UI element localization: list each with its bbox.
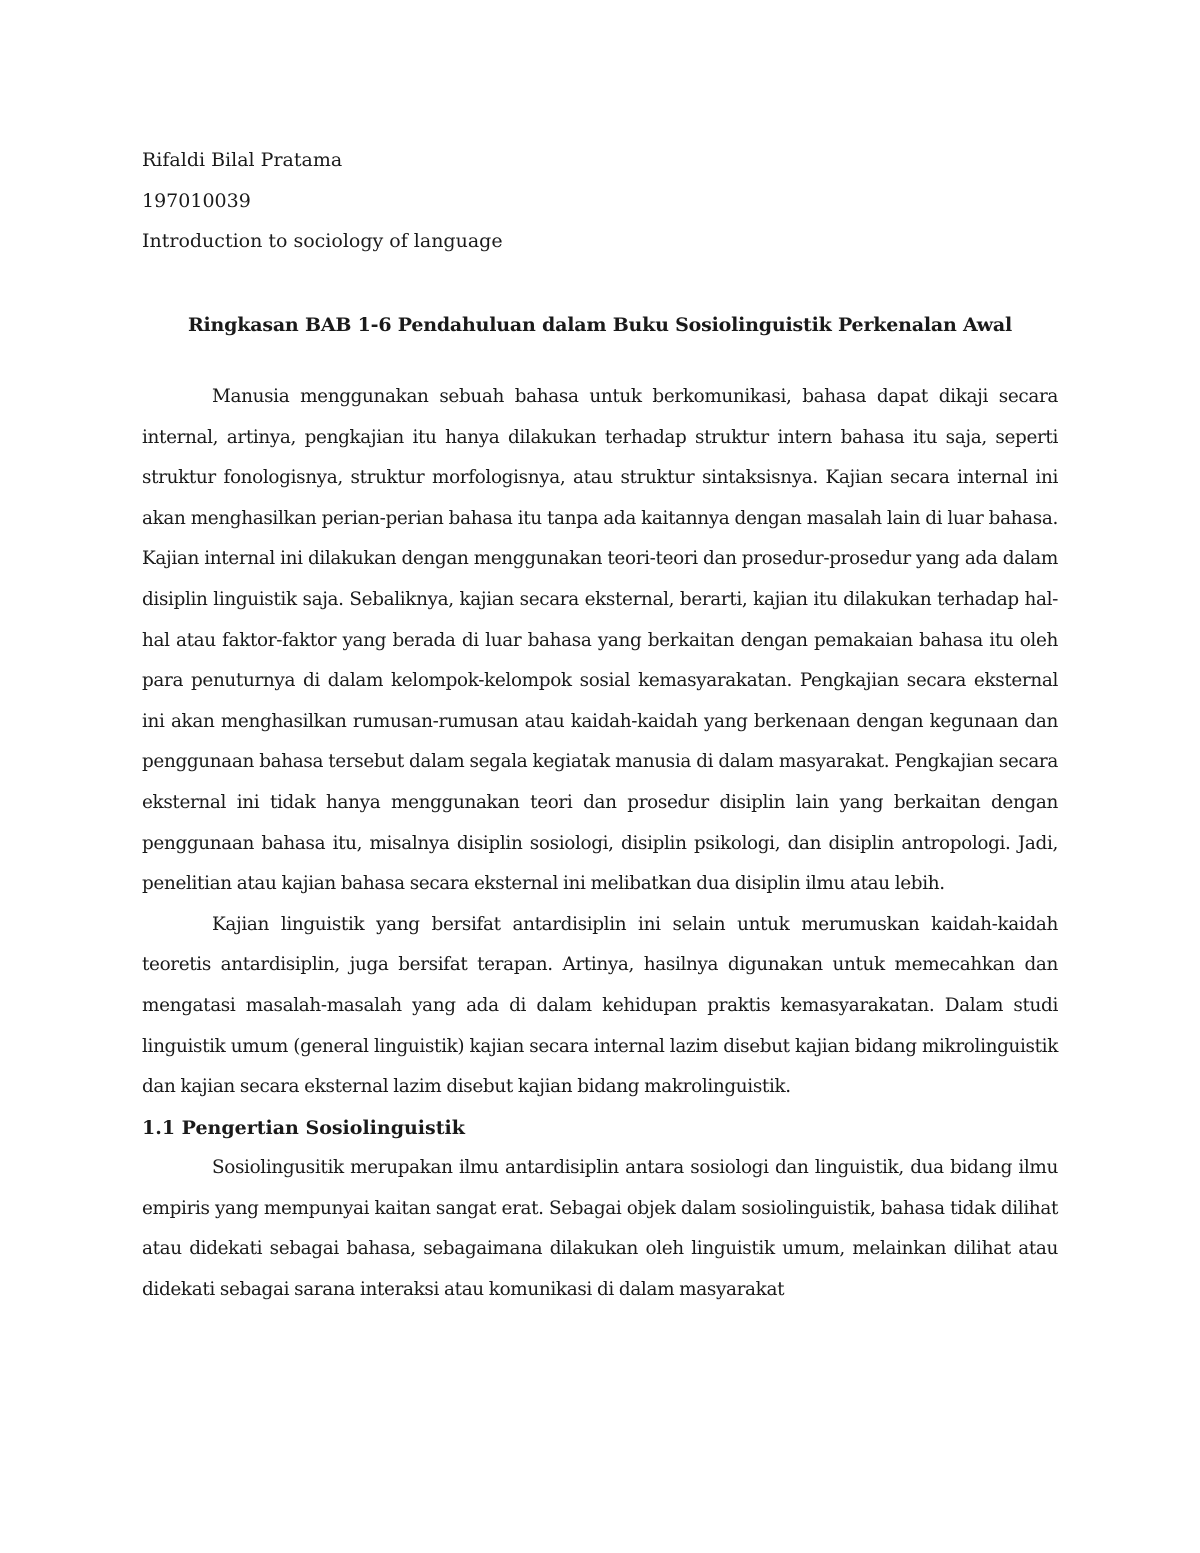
student-id: 197010039 — [142, 189, 251, 212]
intro-paragraph-2: Kajian linguistik yang bersifat antardisiplin ini selain untuk merumuskan kaidah-kaidah teoretis antardisiplin, juga bersifat terapan. Artinya, hasilnya digunakan untuk memecahkan dan mengatasi masalah-masalah yang ada di dalam kehidupan praktis kemasyarakatan. Dalam studi linguistik umum (general linguistik) kajian secara internal lazim disebut kajian bidang mikrolinguistik dan kajian secara eksternal lazim disebut kajian bidang makrolinguistik. — [142, 913, 1058, 1098]
intro-paragraph-1: Manusia menggunakan sebuah bahasa untuk berkomunikasi, bahasa dapat dikaji secara internal, artinya, pengkajian itu hanya dilakukan terhadap struktur intern bahasa itu saja, seperti struktur fonologisnya, struktur morfologisnya, atau struktur sintaksisnya. Kajian secara internal ini akan menghasilkan perian-perian bahasa itu tanpa ada kaitannya dengan masalah lain di luar bahasa. Kajian internal ini dilakukan dengan menggunakan teori-teori dan prosedur-prosedur yang ada dalam disiplin linguistik saja. Sebaliknya, kajian secara eksternal, berarti, kajian itu dilakukan terhadap hal-hal atau faktor-faktor yang berada di luar bahasa yang berkaitan dengan pemakaian bahasa itu oleh para penuturnya di dalam kelompok-kelompok sosial kemasyarakatan. Pengkajian secara eksternal ini akan menghasilkan rumusan-rumusan atau kaidah-kaidah yang berkenaan dengan kegunaan dan penggunaan bahasa tersebut dalam segala kegiatak manusia di dalam masyarakat. Pengkajian secara eksternal ini tidak hanya menggunakan teori dan prosedur disiplin lain yang berkaitan dengan penggunaan bahasa itu, misalnya disiplin sosiologi, disiplin psikologi, dan disiplin antropologi. Jadi, penelitian atau kajian bahasa secara eksternal ini melibatkan dua disiplin ilmu atau lebih. — [142, 386, 1058, 895]
section-heading: 1.1 Pengertian Sosiolinguistik — [142, 1116, 465, 1139]
author-name: Rifaldi Bilal Pratama — [142, 149, 343, 171]
section-paragraph: Sosiolingusitik merupakan ilmu antardisiplin antara sosiologi dan linguistik, dua bidang ilmu empiris yang mempunyai kaitan sangat erat. Sebagai objek dalam sosiolinguistik, bahasa tidak dilihat atau didekati sebagai bahasa, sebagaimana dilakukan oleh linguistik umum, melainkan dilihat atau didekati sebagai sarana interaksi atau komunikasi di dalam masyarakat — [142, 1157, 1058, 1300]
document-body — [142, 140, 1058, 1311]
course-name: Introduction to sociology of language — [142, 230, 503, 252]
document-title: Ringkasan BAB 1-6 Pendahuluan dalam Buku Sosiolinguistik Perkenalan Awal — [187, 313, 1013, 336]
